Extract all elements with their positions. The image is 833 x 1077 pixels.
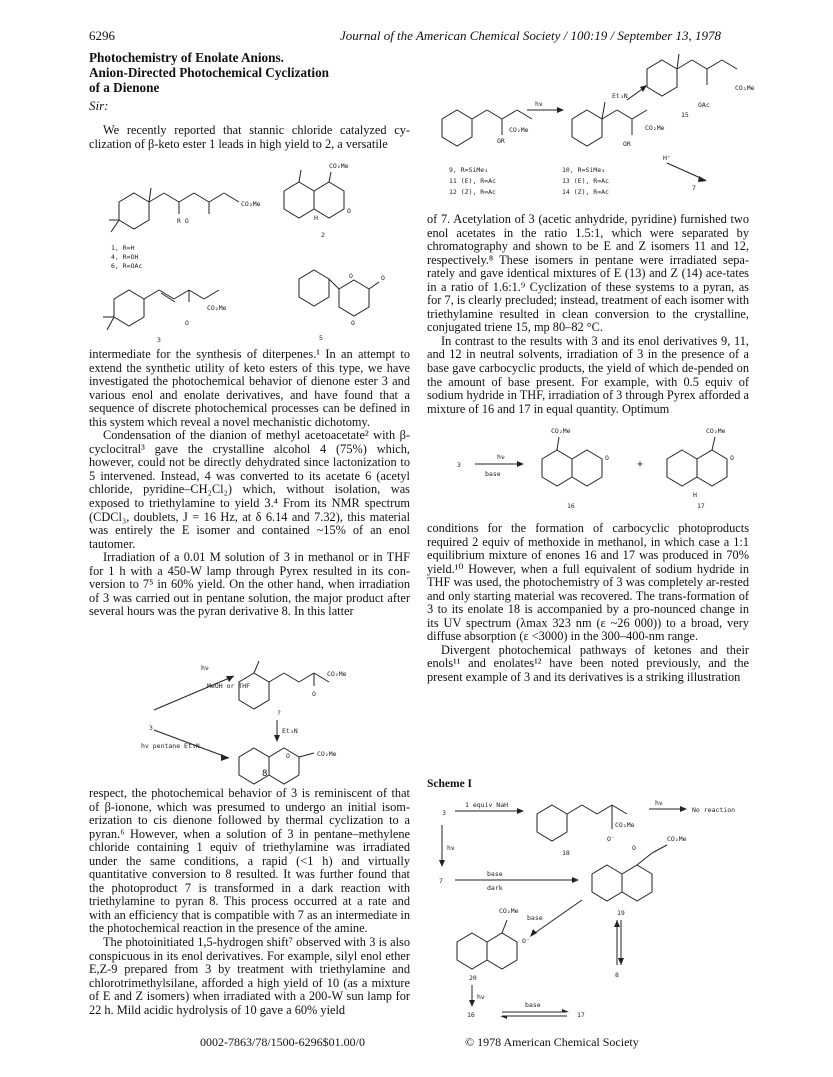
label-o: O [347, 207, 351, 215]
label-hv: hν [477, 993, 485, 1001]
paragraph: We recently reported that stannic chloride catalyzed cy-clization of β-keto ester 1 leads in high yield to 2, a versatile [89, 123, 410, 151]
compound-8-number: 8 [262, 769, 268, 779]
label-o: O [349, 272, 353, 280]
compound-15-structure [647, 54, 737, 96]
label-compound-3: 3 [149, 724, 153, 732]
compound-list-10-line-3: 14 (Z), R=Ac [562, 188, 609, 196]
compound-17-number: 17 [577, 1011, 585, 1019]
compound-19-number: 19 [617, 909, 625, 917]
left-paragraphs-2-4 [89, 348, 410, 619]
footer-code: 0002-7863/78/1500-6296$01.00/0 [200, 1035, 365, 1049]
label-et3n: Et₃N [612, 92, 628, 100]
label-or: OR [623, 140, 631, 148]
label-hv-pentane-et3n: hν pentane Et₃N [141, 742, 200, 750]
compound-10-structure [572, 102, 647, 146]
compound-20-structure [457, 920, 517, 969]
right-paragraphs-3-4 [427, 522, 749, 685]
label-compound-7: 7 [692, 184, 696, 192]
left-paragraph-1 [89, 124, 410, 151]
scheme-9-to-10-15 [427, 40, 757, 212]
label-meoh-thf: MeOH or THF [207, 682, 251, 690]
compound-8-structure [239, 748, 314, 784]
label-one-equiv-nah: 1 equiv NaH [465, 801, 509, 809]
compound-15-number: 15 [681, 111, 689, 119]
label-base: base [527, 914, 543, 922]
compound-16-number: 16 [567, 502, 575, 510]
compound-list-9-line-3: 12 (Z), R=Ac [449, 188, 496, 196]
label-hv: hν [497, 453, 505, 461]
compound-2-structure [284, 170, 344, 218]
compound-list-10-line-1: 10, R=SiMe₃ [562, 166, 606, 174]
label-co2me: CO₂Me [509, 126, 529, 134]
label-hv: hν [535, 100, 543, 108]
label-h-plus: H⁺ [663, 154, 671, 162]
label-co2me: CO₂Me [667, 835, 687, 843]
label-co2me: CO₂Me [329, 162, 349, 170]
paragraph: The photoinitiated 1,5-hydrogen shift⁷ observed with 3 is also conspicuous in its enol derivatives. For example, silyl enol ether E,Z-9 prepared from 3 by treatment with triethylamine and chlorotrimethylsilane, afforded a high yield of 10 (as a mixture of E and Z isomers) when irradiated with a 200-W sun lamp for 22 h. Mild acidic hydrolysis of 10 gave a 60% yield [89, 935, 410, 1017]
paragraph: In contrast to the results with 3 and its enol derivatives 9, 11, and 12 in neutral solvents, irradiation of 3 in the presence of a base gave carbocyclic products, the yield of which de-pended on the amount of base present. For example, with 0.5 equiv of sodium hydride in THF, irradiation of 3 through Pyrex afforded a mixture of 16 and 17 in equal quantity. Optimum [427, 333, 749, 416]
label-co2me: CO₂Me [317, 750, 337, 758]
scheme-1 [427, 795, 757, 1025]
label-compound-7: 7 [439, 877, 443, 885]
compound-1-structure [109, 188, 239, 232]
compound-16-number: 16 [467, 1011, 475, 1019]
label-or: OR [497, 137, 505, 145]
scheme-title: Scheme I [427, 778, 473, 790]
compound-17-number: 17 [697, 502, 705, 510]
label-o: O [185, 319, 189, 327]
compound-5-structure [299, 270, 379, 316]
label-o: O [286, 752, 290, 760]
compound-list-1-line-1: 1, R=H [111, 244, 135, 252]
compound-3-structure [103, 290, 219, 330]
label-co2me: CO₂Me [735, 84, 755, 92]
title-line-2: Anion-Directed Photochemical Cyclization [89, 65, 330, 80]
title-line-3: of a Dienone [89, 80, 160, 95]
label-o-minus: O⁻ [522, 937, 530, 945]
compound-17-structure [667, 437, 727, 486]
label-co2me: CO₂Me [327, 670, 347, 678]
compound-18-number: 18 [562, 849, 570, 857]
compound-5-number: 5 [319, 334, 323, 342]
label-o: O [632, 844, 636, 852]
compound-list-9-line-2: 11 (E), R=Ac [449, 177, 496, 185]
label-question: ? [277, 709, 281, 717]
label-hv: hν [655, 799, 663, 807]
label-o: O [730, 454, 734, 462]
page-number: 6296 [89, 28, 115, 43]
footer-copyright: © 1978 American Chemical Society [465, 1035, 639, 1049]
compound-list-9-line-1: 9, R=SiMe₃ [449, 166, 489, 174]
paragraph: Irradiation of a 0.01 M solution of 3 in methanol or in THF for 1 h with a 450-W lamp through Pyrex resulted in its con-version to 7⁵ in 60% yield. On the other hand, when irradiation of 3 was carried out in pentane solution, the major product after several hours was the pyran derivative 8. In this latter [89, 550, 410, 619]
paragraph: of 7. Acetylation of 3 (acetic anhydride, pyridine) furnished two enol acetates in the ratio 1.5:1, which were separated by chromatography and shown to be E and Z isomers 11 and 12, respectively.⁸ These isomers in pentane were irradiated sepa-rately and gave identical mixtures of E (13) and Z (14) ace-tates in a ratio of 1.6:1.⁹ Cyclization of these systems to a pyran, as for 7, is clearly precluded; instead, treatment of each isomer with triethylamine resulted in clean conversion to the crystalline, conjugated triene 15, mp 80–82 °C. [427, 212, 749, 335]
title-line-1: Photochemistry of Enolate Anions. [89, 50, 284, 65]
label-base: base [485, 470, 501, 478]
label-r-o: R O [177, 217, 189, 225]
label-base: base [525, 1001, 541, 1009]
label-co2me: CO₂Me [706, 427, 726, 435]
scheme-3-to-16-17 [427, 425, 749, 520]
compound-2-number: 2 [321, 231, 325, 239]
compound-8-number: 8 [615, 971, 619, 979]
scheme-3-to-7-and-8 [89, 658, 409, 783]
compound-16-structure [542, 437, 602, 486]
label-co2me: CO₂Me [207, 304, 227, 312]
compound-list-1-line-2: 4, R=OH [111, 253, 139, 261]
label-co2me: CO₂Me [499, 907, 519, 915]
compound-3-number: 3 [157, 336, 161, 344]
paragraph: Divergent photochemical pathways of ketones and their enols¹¹ and enolates¹² have been noted previously, and the present example of 3 and its derivatives is a striking illustration [427, 642, 749, 685]
label-co2me: CO₂Me [241, 200, 261, 208]
label-compound-3: 3 [457, 461, 461, 469]
paragraph: intermediate for the synthesis of diterpenes.¹ In an attempt to extend the synthetic utility of keto esters of this type, we have investigated the photochemical behavior of dienone ester 3 and various enol and enolate derivatives, and have found that a sequence of discrete photochemical processes can be defined in this system which reveal a novel mechanistic dichotomy. [89, 347, 410, 429]
compound-list-10-line-2: 13 (E), R=Ac [562, 177, 609, 185]
compound-list-1-line-3: 6, R=OAc [111, 262, 143, 270]
label-o: O [351, 319, 355, 327]
structures-1-2-3-5 [89, 160, 409, 345]
label-o: O [605, 454, 609, 462]
label-base: base [487, 870, 503, 878]
label-hv: hν [447, 844, 455, 852]
journal-header: Journal of the American Chemical Society / 100:19 / September 13, 1978 [340, 28, 722, 43]
left-paragraphs-5-6 [89, 787, 410, 1017]
label-hv: hν [201, 664, 209, 672]
compound-20-number: 20 [469, 974, 477, 982]
paragraph: Condensation of the dianion of methyl acetoacetate² with β-cyclocitral³ gave the crystalline alcohol 4 (75%) which, however, could not be directly dehydrated since lactonization to 5 intervened. Instead, 4 was converted to its acetate 6 (acetyl chloride, pyridine–CH₂Cl₂) which, without isolation, was exposed to triethylamine to yield 3.⁴ From its NMR spectrum (CDCl₃, doublets, J = 16 Hz, at δ 6.14 and 7.32), this material was entirely the E isomer and contained ~15% of an enol tautomer. [89, 428, 410, 551]
paragraph: conditions for the formation of carbocyclic photoproducts required 2 equiv of methoxide in methanol, in which case a 1:1 equilibrium mixture of enones 16 and 17 was produced in 70% yield.¹⁰ However, when a full equivalent of sodium hydride in THF was used, the photochemistry of 3 was completely ar-rested and only starting material was recovered. The trans-formation of 3 to its enolate 18 is accompanied by a pro-nounced change in its UV spectrum (λmax 323 nm (ε ~26 000)) to a broad, very diffuse absorption (ε <3000) in the 300–400-nm range. [427, 521, 749, 644]
label-dark: dark [487, 884, 503, 892]
label-co2me: CO₂Me [551, 427, 571, 435]
label-o: O [312, 690, 316, 698]
salutation: Sir: [89, 98, 109, 113]
label-compound-3: 3 [442, 809, 446, 817]
label-h: H [314, 214, 318, 222]
label-o: O [381, 274, 385, 282]
label-co2me: CO₂Me [615, 821, 635, 829]
compound-7-structure [239, 661, 329, 709]
label-no-reaction: No reaction [692, 806, 736, 814]
label-h: H [693, 491, 697, 499]
label-co2me: CO₂Me [645, 124, 665, 132]
label-o-minus: O⁻ [607, 835, 615, 843]
article-title [89, 50, 419, 95]
label-oac: OAc [698, 101, 710, 109]
right-paragraphs-1-2 [427, 213, 749, 416]
label-et3n: Et₃N [282, 727, 298, 735]
paragraph: respect, the photochemical behavior of 3 is reminiscent of that of β-ionone, which was presumed to undergo an initial isom-erization to cis dienone followed by thermal cyclization to a pyran.⁶ However, when a solution of 3 in pentane–methylene chloride containing 1 equiv of triethylamine was irradiated under the same conditions, a rapid (<1 h) and virtually quantitative conversion to 8 resulted. It was further found that the photoproduct 7 is transformed in a dark reaction with triethylamine to pyran 8. This process occurred at a rate and with an efficiency that is compatible with 7 as an intermediate in the photochemical reaction in the presence of the amine. [89, 786, 410, 936]
compound-19-structure [592, 845, 667, 901]
label-plus: + [637, 459, 644, 470]
